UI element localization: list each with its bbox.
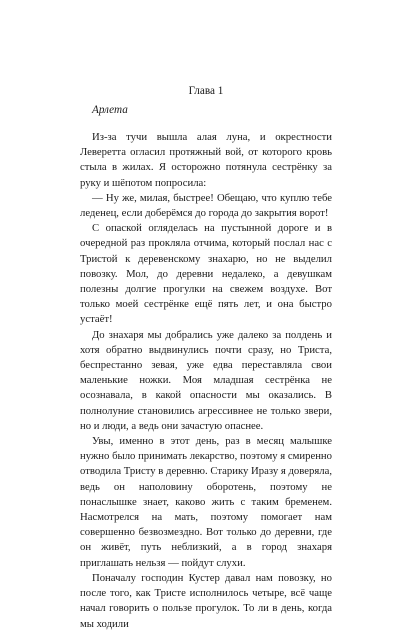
paragraph: С опаской огляделась на пустынной дороге и в очередной раз прокляла отчима, который послал нас с Тристой к деревенскому знахарю, но не выделил повозку. Мол, до деревни недалеко, а девушкам полезны долгие прогулки на свежем воздухе. Вот только моей сестрёнке ещё пять лет, и она быстро устаёт! bbox=[80, 222, 332, 326]
paragraph: До знахаря мы добрались уже далеко за полдень и хотя обратно выдвинулись почти сразу, но Триста, беспрестанно зевая, уже едва переставляла свои маленькие ножки. Моя младшая сестрёнка не осознавала, в какой опасности мы оказались. В полнолуние становились агрессивнее не только звери, но и люди, а ведь они зачастую опаснее. bbox=[80, 328, 332, 432]
paragraph: Из-за тучи вышла алая луна, и окрестности Леверетта огласил протяжный вой, от которого кровь стыла в жилах. Я осторожно потянула сестрёнку за руку и шёпотом попросила: bbox=[80, 131, 332, 189]
paragraph: — Ну же, милая, быстрее! Обещаю, что куплю тебе леденец, если доберёмся до города до закрытия ворот! bbox=[80, 191, 332, 220]
chapter-title: Глава 1 bbox=[188, 85, 224, 97]
paragraph: Поначалу господин Кустер давал нам повозку, но после того, как Тристе исполнилось четыре, всё чаще начал говорить о пользе прогулок. То ли в день, когда мы ходили bbox=[80, 571, 332, 630]
chapter-pov-name: Арлета bbox=[92, 104, 128, 116]
paragraph: Увы, именно в этот день, раз в месяц малышке нужно было принимать лекарство, поэтому я смиренно отводила Тристу в деревню. Старику Иразу я доверяла, ведь он наполовину оборотень, поэтому не понаслышке знает, каково жить с таким бременем. Насмотрелся на мать, поэтому помогает нам совершенно безвозмездно. Вот только до деревни, где он живёт, путь неблизкий, а в город знахаря приглашать нельзя — пойдут слухи. bbox=[80, 435, 332, 569]
